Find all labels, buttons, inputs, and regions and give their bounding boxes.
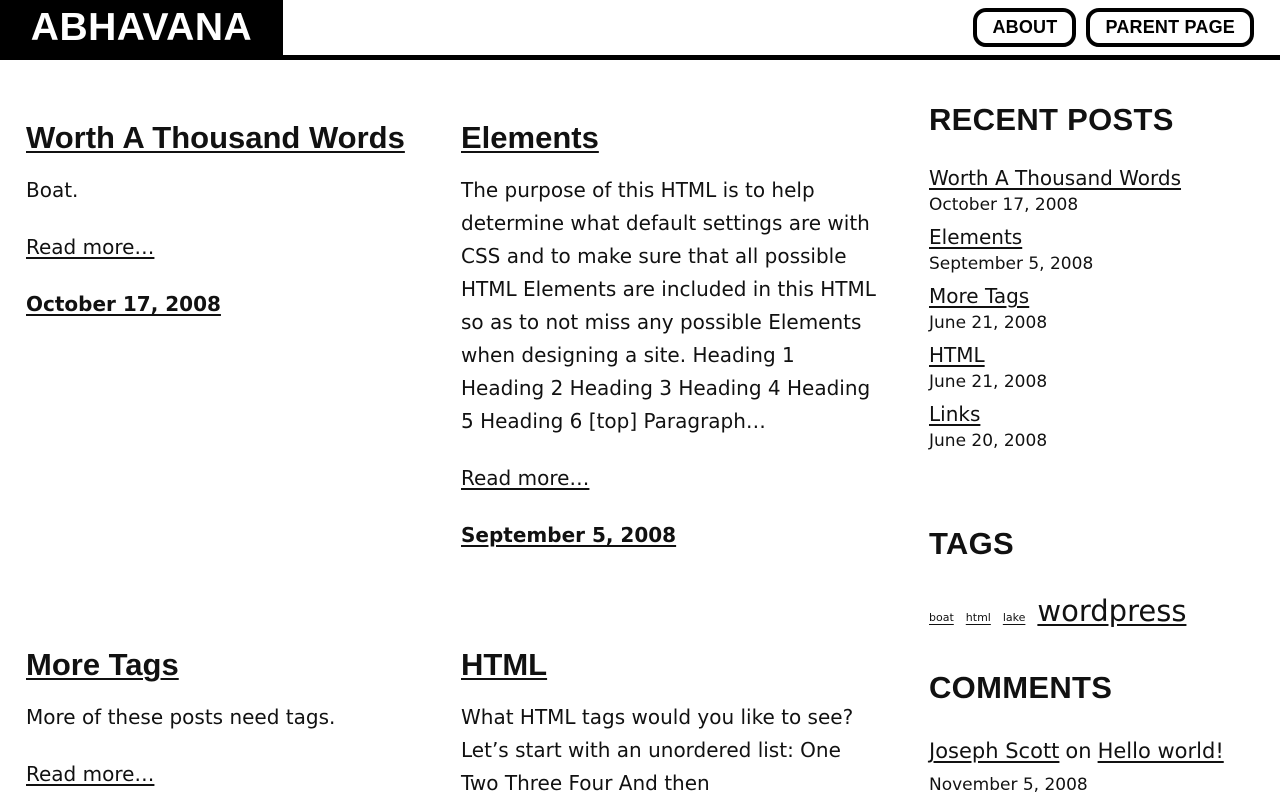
top-nav bbox=[973, 8, 1254, 47]
recent-post-date: June 21, 2008 bbox=[929, 313, 1048, 333]
recent-posts-heading: RECENT POSTS bbox=[929, 102, 1174, 137]
recent-post-link[interactable]: More Tags bbox=[929, 284, 1030, 308]
post-excerpt: Boat. bbox=[26, 178, 79, 202]
recent-post-link[interactable]: Links bbox=[929, 402, 981, 426]
tag-link-wordpress[interactable]: wordpress bbox=[1037, 594, 1187, 628]
list-item bbox=[929, 223, 1259, 277]
tag-link-boat[interactable]: boat bbox=[929, 611, 954, 624]
recent-post-link[interactable]: Worth A Thousand Words bbox=[929, 166, 1182, 190]
recent-post-link[interactable]: Elements bbox=[929, 225, 1023, 249]
read-more-link[interactable]: Read more… bbox=[461, 466, 590, 490]
parent-page-button[interactable]: PARENT PAGE bbox=[1086, 8, 1254, 47]
post-excerpt: What HTML tags would you like to see? Let’s start with an unordered list: One Two Three Four And then bbox=[461, 705, 854, 795]
list-item bbox=[929, 282, 1259, 336]
post-card bbox=[26, 647, 436, 791]
post-title[interactable]: Elements bbox=[461, 120, 599, 155]
comment-date: November 5, 2008 bbox=[929, 775, 1088, 795]
post-title[interactable]: Worth A Thousand Words bbox=[26, 120, 405, 155]
recent-posts-list bbox=[929, 164, 1259, 454]
about-button[interactable]: ABOUT bbox=[973, 8, 1076, 47]
site-header bbox=[0, 0, 1280, 60]
recent-post-date: June 21, 2008 bbox=[929, 372, 1048, 392]
tag-link-html[interactable]: html bbox=[965, 611, 991, 624]
post-date-link[interactable]: September 5, 2008 bbox=[461, 523, 677, 547]
recent-post-date: June 20, 2008 bbox=[929, 431, 1048, 451]
post-card bbox=[461, 647, 861, 800]
tag-link-lake[interactable]: lake bbox=[1002, 611, 1026, 624]
sidebar bbox=[929, 100, 1259, 798]
comment-post-link[interactable]: Hello world! bbox=[1097, 739, 1224, 763]
tag-cloud bbox=[929, 594, 1259, 628]
post-title[interactable]: More Tags bbox=[26, 647, 179, 682]
tags-heading: TAGS bbox=[929, 526, 1015, 561]
site-logo[interactable]: ABHAVANA bbox=[0, 0, 283, 55]
comment-author-link[interactable]: Joseph Scott bbox=[929, 739, 1060, 763]
list-item bbox=[929, 400, 1259, 454]
recent-post-date: October 17, 2008 bbox=[929, 195, 1079, 215]
list-item bbox=[929, 341, 1259, 395]
list-item bbox=[929, 164, 1259, 218]
post-card bbox=[26, 120, 436, 321]
comments-heading: COMMENTS bbox=[929, 670, 1113, 705]
recent-post-date: September 5, 2008 bbox=[929, 254, 1094, 274]
post-date-link[interactable]: October 17, 2008 bbox=[26, 292, 221, 316]
read-more-link[interactable]: Read more… bbox=[26, 235, 155, 259]
recent-comment bbox=[929, 736, 1259, 766]
comment-on-text: on bbox=[1065, 739, 1092, 763]
post-card bbox=[461, 120, 881, 552]
post-excerpt: The purpose of this HTML is to help determine what default settings are with CSS and to make sure that all possible HTML Elements are included in this HTML so as to not miss any possible Elements when designing a site. Heading 1 Heading 2 Heading 3 Heading 4 Heading 5 Heading 6 [top] Paragraph… bbox=[461, 178, 876, 433]
post-excerpt: More of these posts need tags. bbox=[26, 705, 336, 729]
recent-post-link[interactable]: HTML bbox=[929, 343, 985, 367]
post-title[interactable]: HTML bbox=[461, 647, 548, 682]
read-more-link[interactable]: Read more… bbox=[26, 762, 155, 786]
